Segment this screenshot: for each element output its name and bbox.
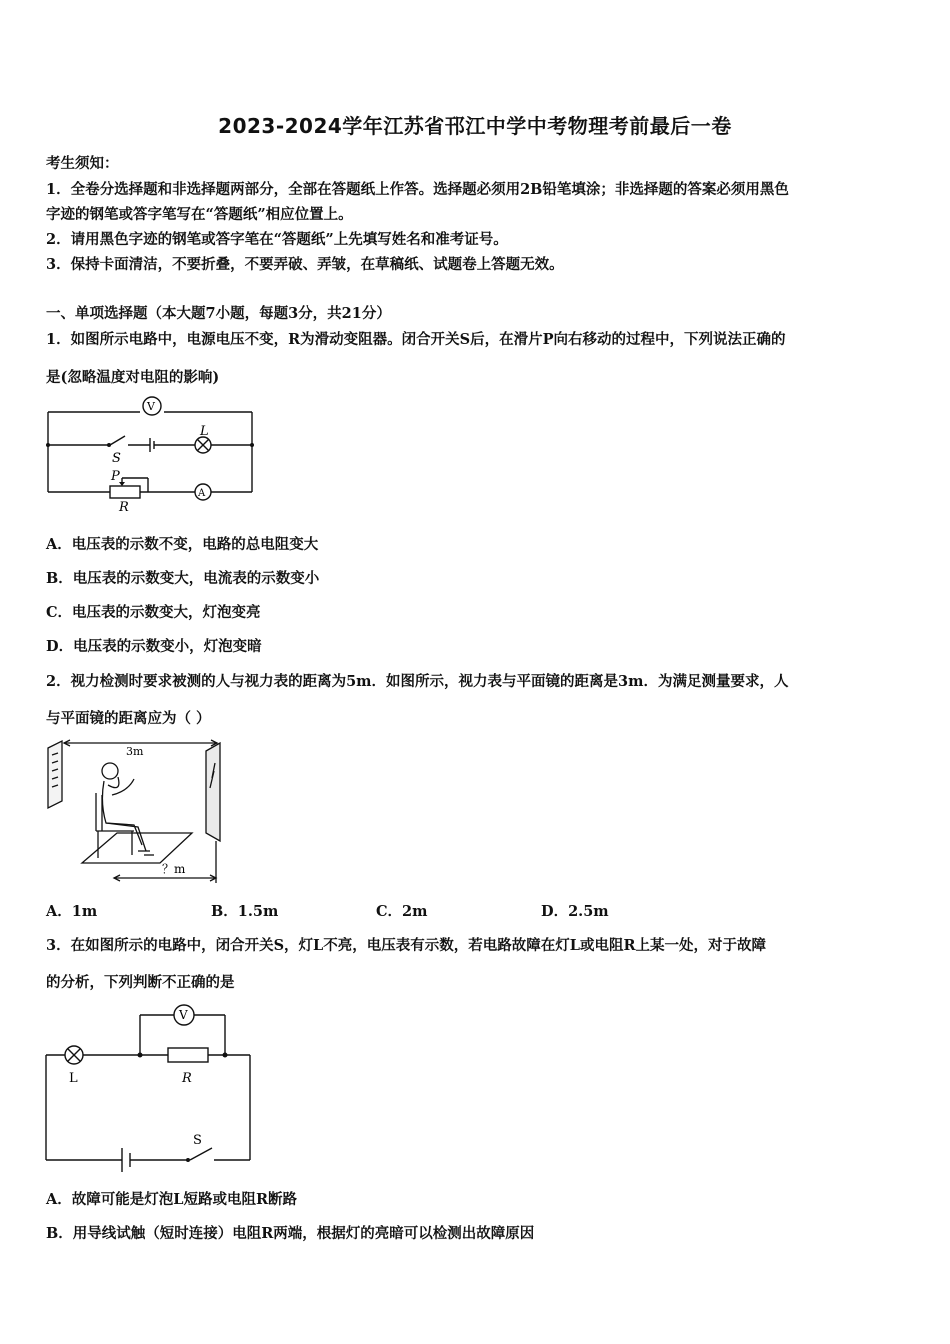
q3-voltmeter-label: V: [179, 1008, 188, 1022]
q1-voltmeter-label: V: [147, 400, 155, 413]
q1-option-a: A．电压表的示数不变，电路的总电阻变大: [46, 536, 319, 553]
q1-option-d: D．电压表的示数变小，灯泡变暗: [46, 638, 262, 655]
q1-stem-line2: 是(忽略温度对电阻的影响): [46, 369, 220, 386]
q1-option-c: C．电压表的示数变大，灯泡变亮: [46, 604, 261, 621]
q3-switch-label: S: [193, 1133, 202, 1148]
q2-stem-line2: 与平面镜的距离应为（ ）: [46, 710, 211, 727]
q3-option-b: B．用导线试触（短时连接）电阻R两端，根据灯的亮暗可以检测出故障原因: [46, 1225, 535, 1242]
q1-resistor-label: R: [119, 500, 129, 515]
q2-option-a: A．1m: [46, 903, 98, 920]
q3-stem-line1: 3．在如图所示的电路中，闭合开关S，灯L不亮，电压表有示数，若电路故障在灯L或电阻R上某一处，对于故障: [46, 937, 766, 954]
q1-circuit-diagram: [40, 392, 260, 517]
q3-circuit-diagram: [40, 1000, 260, 1175]
q2-top-distance-label: 3m: [126, 745, 144, 758]
notice-item-1-cont: 字迹的钢笔或答字笔写在“答题纸”相应位置上。: [46, 206, 353, 223]
notice-heading: 考生须知：: [46, 155, 119, 172]
q1-slider-label: P: [111, 469, 120, 484]
q2-bottom-distance-label: ？m: [162, 862, 186, 876]
q2-option-b: B．1.5m: [211, 903, 279, 920]
notice-item-3: 3．保持卡面清洁，不要折叠，不要弄破、弄皱，在草稿纸、试题卷上答题无效。: [46, 256, 564, 273]
q3-resistor-label: R: [182, 1071, 192, 1086]
q2-option-d: D．2.5m: [541, 903, 609, 920]
q1-ammeter-label: A: [198, 488, 206, 499]
section-heading: 一、单项选择题（本大题7小题，每题3分，共21分）: [46, 305, 391, 322]
q1-option-b: B．电压表的示数变大，电流表的示数变小: [46, 570, 320, 587]
q2-eye-test-illustration: [42, 733, 242, 888]
notice-item-2: 2．请用黑色字迹的钢笔或答字笔在“答题纸”上先填写姓名和准考证号。: [46, 231, 508, 248]
q3-option-a: A．故障可能是灯泡L短路或电阻R断路: [46, 1191, 297, 1208]
q3-stem-line2: 的分析，下列判断不正确的是: [46, 974, 235, 991]
notice-item-1: 1．全卷分选择题和非选择题两部分，全部在答题纸上作答。选择题必须用2B铅笔填涂；非选择题的答案必须用黑色: [46, 181, 789, 198]
q3-lamp-label: L: [69, 1071, 78, 1086]
q2-stem-line1: 2．视力检测时要求被测的人与视力表的距离为5m．如图所示，视力表与平面镜的距离是3m．为满足测量要求，人: [46, 673, 789, 690]
q1-lamp-label: L: [200, 424, 209, 439]
q1-switch-label: S: [112, 451, 121, 466]
q1-stem-line1: 1．如图所示电路中，电源电压不变，R为滑动变阻器。闭合开关S后，在滑片P向右移动的过程中，下列说法正确的: [46, 331, 786, 348]
q2-option-c: C．2m: [376, 903, 428, 920]
document-title: 2023-2024学年江苏省邗江中学中考物理考前最后一卷: [218, 114, 732, 138]
